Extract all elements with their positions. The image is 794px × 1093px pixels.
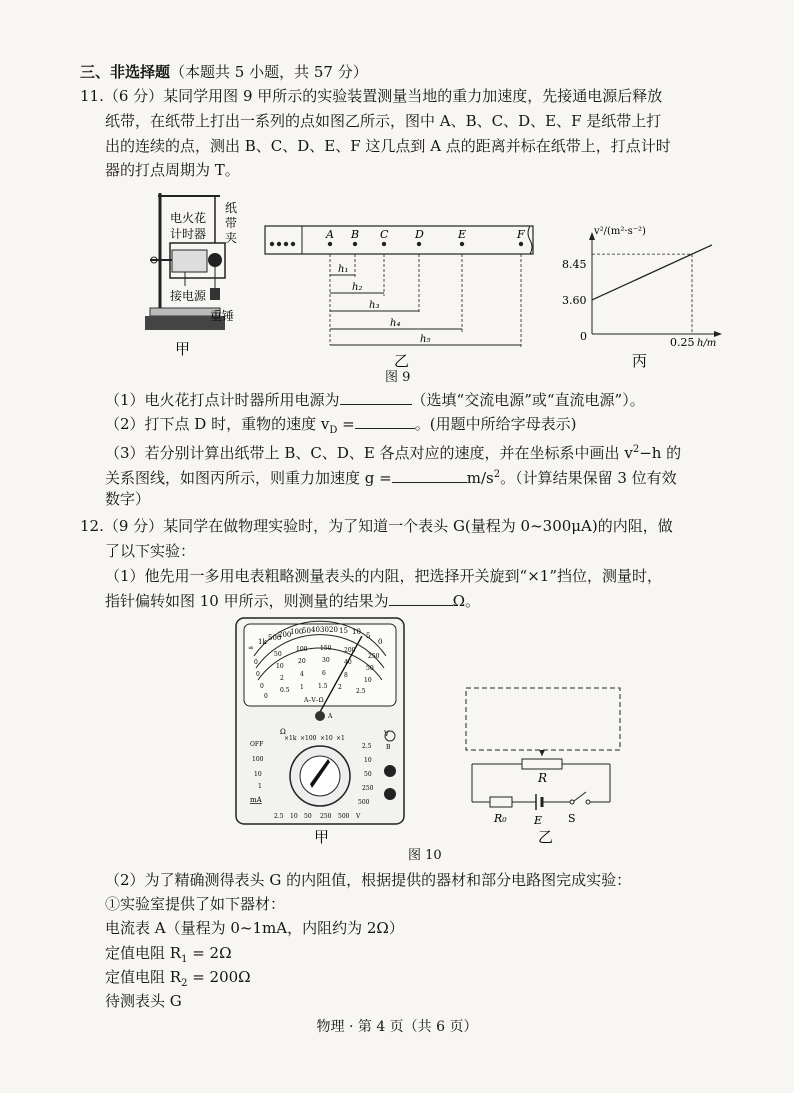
dial-x1: ×1 [336, 735, 345, 742]
q11-part-1 [105, 390, 645, 410]
spark-timer-label-1: 电火花 [170, 211, 207, 225]
ac-v-500: 500 [338, 813, 350, 820]
dial-ma-10: 10 [254, 771, 262, 778]
q12-line-1 [80, 516, 673, 536]
q11-line-2: 纸带，在纸带上打出一系列的点如图乙所示，图中 A、B、C、D、E、F 是纸带上打 [105, 112, 662, 130]
ohm-tick-50: 50 [302, 627, 311, 635]
dial-ma-label: mA [250, 796, 262, 804]
tape-h5: h₅ [420, 334, 431, 345]
q12-part-1-text: 指针偏转如图 10 甲所示，则测量的结果为 [105, 592, 389, 610]
low-tick-15: 1.5 [318, 683, 328, 690]
ac-tick-8: 8 [344, 672, 348, 679]
section-title: 三、非选择题 [80, 63, 171, 81]
ohm-tick-30: 30 [320, 626, 329, 634]
dial-x10: ×10 [320, 735, 333, 742]
meter-v-symbol: V [384, 730, 390, 738]
switch-S-label: S [568, 812, 576, 825]
section-note: （本题共 5 小题，共 57 分） [170, 63, 368, 81]
fig10-circuit [460, 684, 630, 844]
q11-number: 11. [80, 87, 104, 105]
ac-tick-10: 10 [364, 677, 372, 684]
q12-item-3-sub: 2 [181, 978, 188, 989]
tape-clip-label-1: 纸 [225, 201, 238, 215]
dc-tick-200: 200 [344, 647, 356, 654]
circuit-dashed-box [466, 688, 620, 750]
tape-point-A: A [326, 228, 334, 241]
ac-v-unit: V [356, 813, 361, 820]
low-tick-2: 2 [338, 684, 342, 691]
fig10-caption: 图 10 [408, 848, 442, 863]
q11-part-3-line-3: 数字） [105, 490, 151, 508]
ac-tick-2: 2 [280, 675, 284, 682]
q11-part-3-sup: 2 [632, 444, 640, 455]
ohm-tick-0: 0 [378, 638, 383, 646]
q11-line-3: 出的连续的点，测出 B、C、D、E、F 这几点到 A 点的距离并标在纸带上，打点计时 [105, 137, 671, 155]
spark-timer-label-2: 计时器 [170, 227, 207, 241]
ohm-tick-1k: 1k [258, 638, 267, 646]
q12-part-2: （2）为了精确测得表头 G 的内阻值，根据提供的器材和部分电路图完成实验： [105, 871, 632, 889]
ohm-tick-500: 500 [268, 634, 282, 642]
low-tick-05: 0.5 [280, 687, 290, 694]
q12-item-3 [105, 967, 251, 994]
fig9-apparatus [130, 188, 280, 358]
fig9-jia-label: 甲 [175, 340, 191, 358]
fig9-bing-label: 丙 [632, 352, 648, 370]
q12-answer-1-blank[interactable] [389, 591, 453, 606]
power-label: 接电源 [170, 289, 207, 303]
q11-answer-3-blank[interactable] [392, 468, 467, 483]
resistor-R-label: R [538, 771, 548, 785]
q12-item-1: 电流表 A（量程为 0~1mA，内阻约为 2Ω） [105, 919, 404, 937]
q11-answer-1-blank[interactable] [340, 390, 412, 405]
fig10-yi-label: 乙 [538, 828, 554, 844]
tape-point-C: C [380, 228, 389, 241]
q12-part-1: （1）他先用一多用电表粗略测量表头的内阻，把选择开关旋到“×1”挡位，测量时， [105, 567, 662, 585]
q11-part-3-tail: 。（计算结果保留 3 位有效 [500, 469, 677, 487]
tape-h2: h₂ [352, 282, 363, 293]
q12-item-3-text: 定值电阻 R [105, 968, 182, 986]
fig10-multimeter [234, 616, 409, 846]
section-heading [80, 62, 368, 82]
ohm-tick-10: 10 [352, 628, 361, 636]
dial-b-label: B [386, 744, 391, 751]
fig9-yi-label: 乙 [394, 352, 410, 370]
fig9-graph [560, 222, 730, 372]
ac-v-250: 250 [320, 813, 332, 820]
q12-part-2-a: ①实验室提供了如下器材： [105, 895, 286, 913]
q11-part-1-tail: （选填“交流电源”或“直流电源”）。 [411, 391, 645, 409]
graph-xtick-1: 0.25 [670, 336, 695, 349]
graph-xlabel: h/m [697, 338, 717, 349]
q12-number: 12. [80, 517, 104, 535]
q11-part-3-text-c: 关系图线，如图丙所示，则重力加速度 g = [105, 469, 392, 487]
q12-item-2 [105, 943, 232, 970]
meter-face-label: A–V–Ω [304, 697, 324, 704]
tape-point-E: E [458, 228, 467, 241]
dial-v-50: 50 [364, 771, 372, 778]
ac-v-10: 10 [290, 813, 298, 820]
q12-item-2-sub: 1 [181, 954, 188, 965]
q11-part-3-text-b: −h 的 [639, 444, 682, 462]
q12-score: （9 分） [103, 517, 164, 535]
fig9-caption: 图 9 [385, 370, 411, 385]
tape-clip-label-3: 夹 [225, 231, 238, 245]
graph-ytick-0: 3.60 [562, 294, 587, 307]
q11-line-4: 器的打点周期为 T。 [105, 161, 240, 179]
q11-part-2 [105, 414, 576, 441]
q11-part-3-text: （3）若分别计算出纸带上 B、C、D、E 各点对应的速度，并在坐标系中画出 v [105, 444, 633, 462]
q12-line-2: 了以下实验： [105, 542, 196, 560]
dial-ma-100: 100 [252, 756, 264, 763]
ac-tick-0: 0 [260, 683, 264, 690]
ac-v-50: 50 [304, 813, 312, 820]
q11-part-1-text: （1）电火花打点计时器所用电源为 [105, 391, 340, 409]
ac-v-25: 2.5 [274, 813, 284, 820]
q12-item-3-value: = 200Ω [187, 968, 251, 986]
dial-x100: ×100 [300, 735, 317, 742]
q11-part-2-tail: 。(用题中所给字母表示) [414, 415, 577, 433]
dc-tick-250: 250 [368, 653, 380, 660]
emf-E-label: E [534, 814, 543, 827]
low-tick-1: 1 [300, 684, 304, 691]
ohm-tick-5: 5 [366, 632, 371, 640]
dc2-tick-0: 0 [256, 671, 260, 678]
q12-part-1-line-2 [105, 591, 480, 611]
dial-v-250: 250 [362, 785, 374, 792]
ac-tick-4: 4 [300, 671, 304, 678]
fig10-jia-label: 甲 [314, 828, 330, 846]
graph-origin: 0 [580, 330, 587, 343]
switch-S [574, 792, 586, 801]
tape-dots [270, 242, 523, 246]
ohm-tick-40: 40 [311, 626, 320, 634]
q11-score: （6 分） [103, 87, 164, 105]
ohm-tick-100: 100 [290, 628, 304, 636]
dial-off: OFF [250, 741, 264, 748]
resistor-R0-label: R₀ [494, 812, 507, 825]
dc-tick-150: 150 [320, 645, 332, 652]
dial-x1k: ×1k [284, 735, 297, 742]
weight-label: 重锤 [210, 309, 235, 323]
dial-v-10: 10 [364, 757, 372, 764]
graph-ylabel: v²/(m²·s⁻²) [594, 226, 646, 237]
q12-part-1-unit: Ω。 [452, 592, 481, 610]
page-footer: 物理 · 第 4 页（共 6 页） [316, 1019, 478, 1035]
tape-point-D: D [415, 228, 424, 241]
low-tick-0: 0 [264, 693, 268, 700]
dc-tick-0: 0 [254, 659, 258, 666]
q11-answer-2-blank[interactable] [355, 414, 415, 429]
dial-ma-1: 1 [258, 783, 262, 790]
dial-v-500: 500 [358, 799, 370, 806]
q11-part-2-eq: = [337, 415, 355, 433]
zero-adjust-knob[interactable] [315, 711, 325, 721]
dc2-tick-30: 30 [322, 657, 330, 664]
q12-text-1: 某同学在做物理实验时，为了知道一个表头 G(量程为 0~300μA)的内阻，做 [163, 517, 673, 535]
dc2-tick-40: 40 [344, 659, 352, 666]
graph-ytick-1: 8.45 [562, 258, 587, 271]
q11-part-3-line-2 [105, 465, 677, 488]
q12-item-4: 待测表头 G [105, 992, 182, 1010]
dc-tick-50: 50 [274, 651, 282, 658]
tape-clip-label-2: 带 [225, 216, 238, 230]
graph-series-line [592, 245, 712, 300]
resistor-R0 [490, 797, 512, 807]
ac-tick-6: 6 [322, 670, 326, 677]
ohm-tick-inf: ∞ [248, 644, 254, 652]
ohm-tick-20: 20 [329, 626, 338, 634]
dc2-tick-50: 50 [366, 665, 374, 672]
low-tick-25: 2.5 [356, 688, 366, 695]
q12-item-2-value: = 2Ω [187, 944, 232, 962]
rheostat-R [522, 759, 562, 769]
q11-part-3-unit-sup: 2 [493, 469, 501, 480]
tape-h3: h₃ [369, 300, 380, 311]
ohm-tick-200: 200 [278, 631, 292, 639]
ohm-tick-15: 15 [339, 627, 348, 635]
tape-point-B: B [351, 228, 360, 241]
q12-item-2-text: 定值电阻 R [105, 944, 182, 962]
q11-part-3 [105, 440, 681, 463]
terminal-plus[interactable] [384, 765, 396, 777]
meter-ohm-symbol: Ω [280, 728, 286, 736]
q11-text-1: 某同学用图 9 甲所示的实验装置测量当地的重力加速度，先接通电源后释放 [163, 87, 663, 105]
q11-part-2-sub: D [329, 425, 338, 436]
tape-h1: h₁ [338, 264, 349, 275]
meter-a-label: A [328, 713, 333, 720]
q11-line-1 [80, 86, 662, 106]
terminal-minus[interactable] [384, 788, 396, 800]
q11-part-2-text: （2）打下点 D 时，重物的速度 v [105, 415, 330, 433]
tape-h4: h₄ [390, 318, 401, 329]
dc2-tick-20: 20 [298, 658, 306, 665]
tape-point-F: F [517, 228, 525, 241]
fig9-tape [262, 220, 542, 370]
dial-v-25: 2.5 [362, 743, 372, 750]
dc-tick-100: 100 [296, 646, 308, 653]
q11-part-3-unit: m/s [466, 469, 494, 487]
dc2-tick-10: 10 [276, 663, 284, 670]
